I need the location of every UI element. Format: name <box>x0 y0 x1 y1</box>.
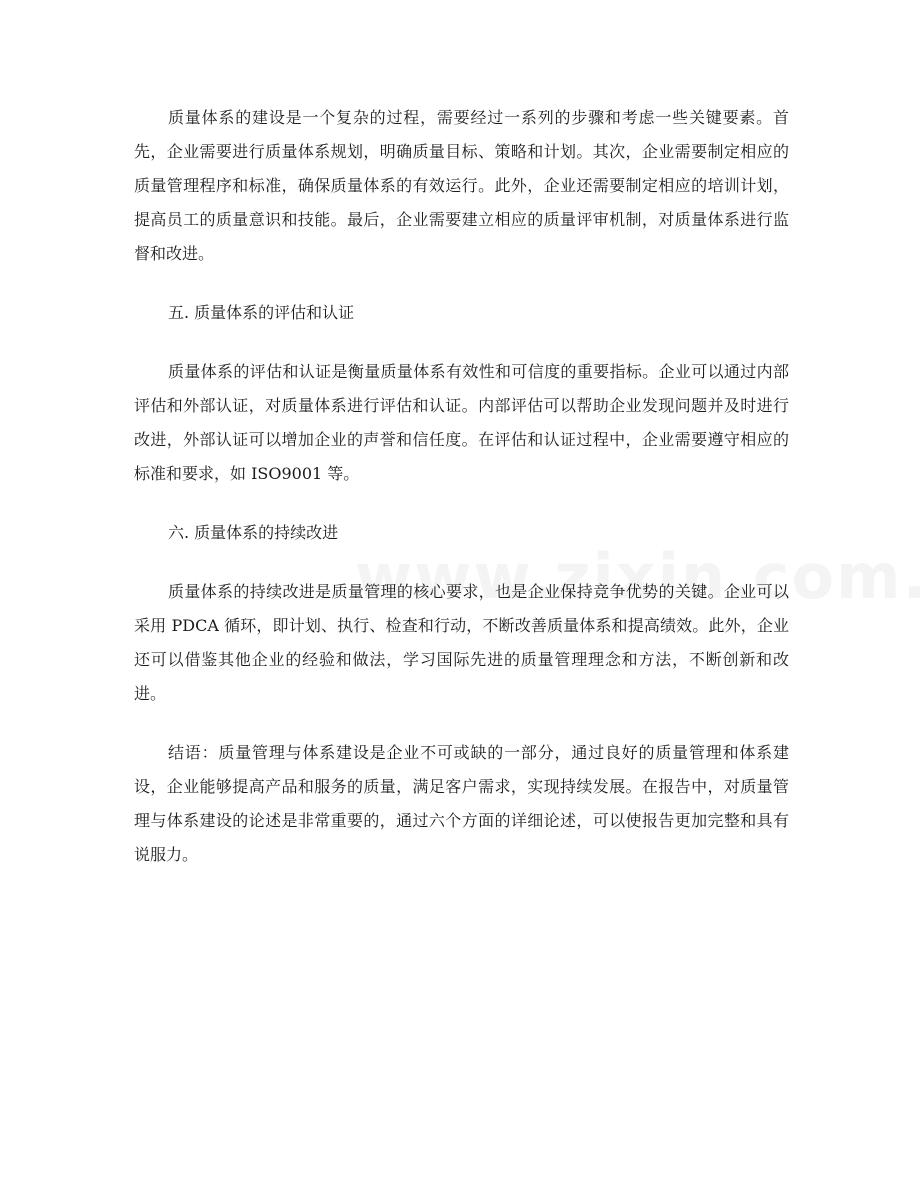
section-heading-continuous-improvement: 六. 质量体系的持续改进 <box>168 523 339 542</box>
paragraph-conclusion: 结语：质量管理与体系建设是企业不可或缺的一部分，通过良好的质量管理和体系建设，企业能够提高产品和服务的质量，满足客户需求，实现持续发展。在报告中，对质量管理与体系建设的论述是非常重要的，通过六个方面的详细论述，可以使报告更加完整和具有说服力。 <box>134 743 789 864</box>
paragraph-quality-system-construction: 质量体系的建设是一个复杂的过程，需要经过一系列的步骤和考虑一些关键要素。首先，企业需要进行质量体系规划，明确质量目标、策略和计划。其次，企业需要制定相应的质量管理程序和标准，确保质量体系的有效运行。此外，企业还需要制定相应的培训计划，提高员工的质量意识和技能。最后，企业需要建立相应的质量评审机制，对质量体系进行监督和改进。 <box>134 108 789 263</box>
document-body <box>134 101 789 897</box>
paragraph-evaluation-certification: 质量体系的评估和认证是衡量质量体系有效性和可信度的重要指标。企业可以通过内部评估和外部认证，对质量体系进行评估和认证。内部评估可以帮助企业发现问题并及时进行改进，外部认证可以增加企业的声誉和信任度。在评估和认证过程中，企业需要遵守相应的标准和要求，如 ISO9001 等。 <box>134 362 789 483</box>
paragraph-continuous-improvement: 质量体系的持续改进是质量管理的核心要求，也是企业保持竞争优势的关键。企业可以采用 PDCA 循环，即计划、执行、检查和行动，不断改善质量体系和提高绩效。此外，企业还可以借鉴其他企业的经验和做法，学习国际先进的质量管理理念和方法，不断创新和改进。 <box>134 582 789 703</box>
section-heading-evaluation-certification: 五. 质量体系的评估和认证 <box>168 303 355 322</box>
